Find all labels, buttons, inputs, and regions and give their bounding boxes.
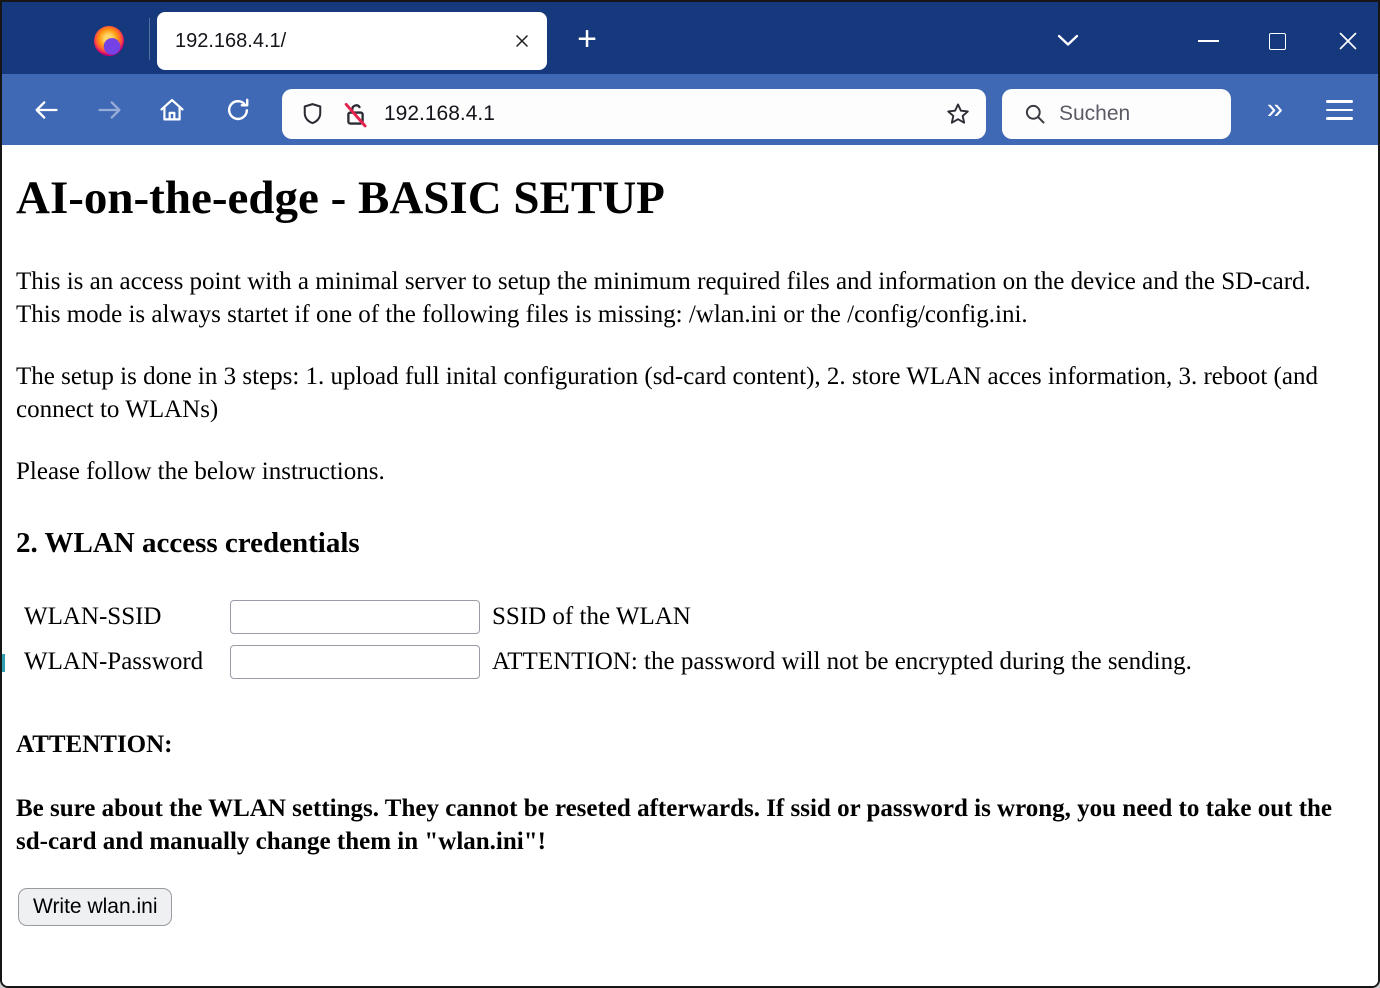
tracking-shield-icon[interactable] <box>299 101 326 128</box>
insecure-lock-icon[interactable] <box>340 99 371 130</box>
titlebar <box>2 2 1378 74</box>
navigation-toolbar <box>2 74 1378 145</box>
address-bar[interactable] <box>282 89 986 139</box>
tab-list-chevron-icon[interactable] <box>1054 28 1084 52</box>
back-icon[interactable] <box>31 95 61 125</box>
browser-tab[interactable] <box>157 12 547 70</box>
window-close-button[interactable] <box>1337 30 1359 52</box>
wlan-password-input[interactable] <box>230 645 480 679</box>
wlan-ssid-field-cell <box>230 600 492 634</box>
write-wlan-ini-button[interactable]: Write wlan.ini <box>18 888 172 926</box>
maximize-button[interactable] <box>1269 33 1286 50</box>
wlan-password-field-cell <box>230 645 492 679</box>
tab-title: 192.168.4.1/ <box>175 29 287 52</box>
minimize-button[interactable] <box>1198 40 1219 42</box>
firefox-icon <box>94 26 124 56</box>
warning-paragraph: Be sure about the WLAN settings. They cannot be reseted afterwards. If ssid or password is wrong, you need to take out the sd-card and manually change them in "wlan.ini"! <box>16 795 1333 855</box>
search-placeholder: Suchen <box>1059 102 1131 125</box>
menu-icon[interactable] <box>1322 98 1356 122</box>
window-edge-accent <box>2 654 5 672</box>
intro-paragraph: This is an access point with a minimal server to setup the minimum required files and information on the device and the SD-card. This mode is always startet if one of the following files is missing: /wlan.ini or the /config/config.ini. <box>16 268 1311 328</box>
wlan-ssid-input[interactable] <box>230 600 480 634</box>
wlan-ssid-description: SSID of the WLAN <box>492 603 691 630</box>
follow-paragraph: Please follow the below instructions. <box>16 458 385 485</box>
section-heading: 2. WLAN access credentials <box>16 527 360 559</box>
steps-paragraph: The setup is done in 3 steps: 1. upload full inital configuration (sd-card content), 2. store WLAN acces information, 3. reboot (and connect to WLANs) <box>16 363 1318 423</box>
forward-icon[interactable] <box>95 95 125 125</box>
page-content <box>2 145 1378 986</box>
reload-icon[interactable] <box>223 95 253 125</box>
tab-close-icon[interactable] <box>511 30 533 52</box>
wlan-password-label: WLAN-Password <box>24 648 204 675</box>
url-text: 192.168.4.1 <box>384 102 495 125</box>
wlan-ssid-label: WLAN-SSID <box>24 603 162 630</box>
page-title: AI-on-the-edge - BASIC SETUP <box>16 172 665 224</box>
home-icon[interactable] <box>157 95 187 125</box>
bookmark-star-icon[interactable] <box>944 100 972 128</box>
titlebar-separator <box>149 18 150 60</box>
search-input[interactable] <box>1002 89 1231 139</box>
search-icon <box>1023 102 1047 126</box>
attention-heading: ATTENTION: <box>16 731 173 758</box>
new-tab-button[interactable]: + <box>568 20 606 58</box>
toolbar-overflow-icon[interactable]: » <box>1254 88 1296 130</box>
wlan-credentials-form <box>24 600 1348 679</box>
wlan-password-description: ATTENTION: the password will not be encrypted during the sending. <box>492 648 1192 675</box>
